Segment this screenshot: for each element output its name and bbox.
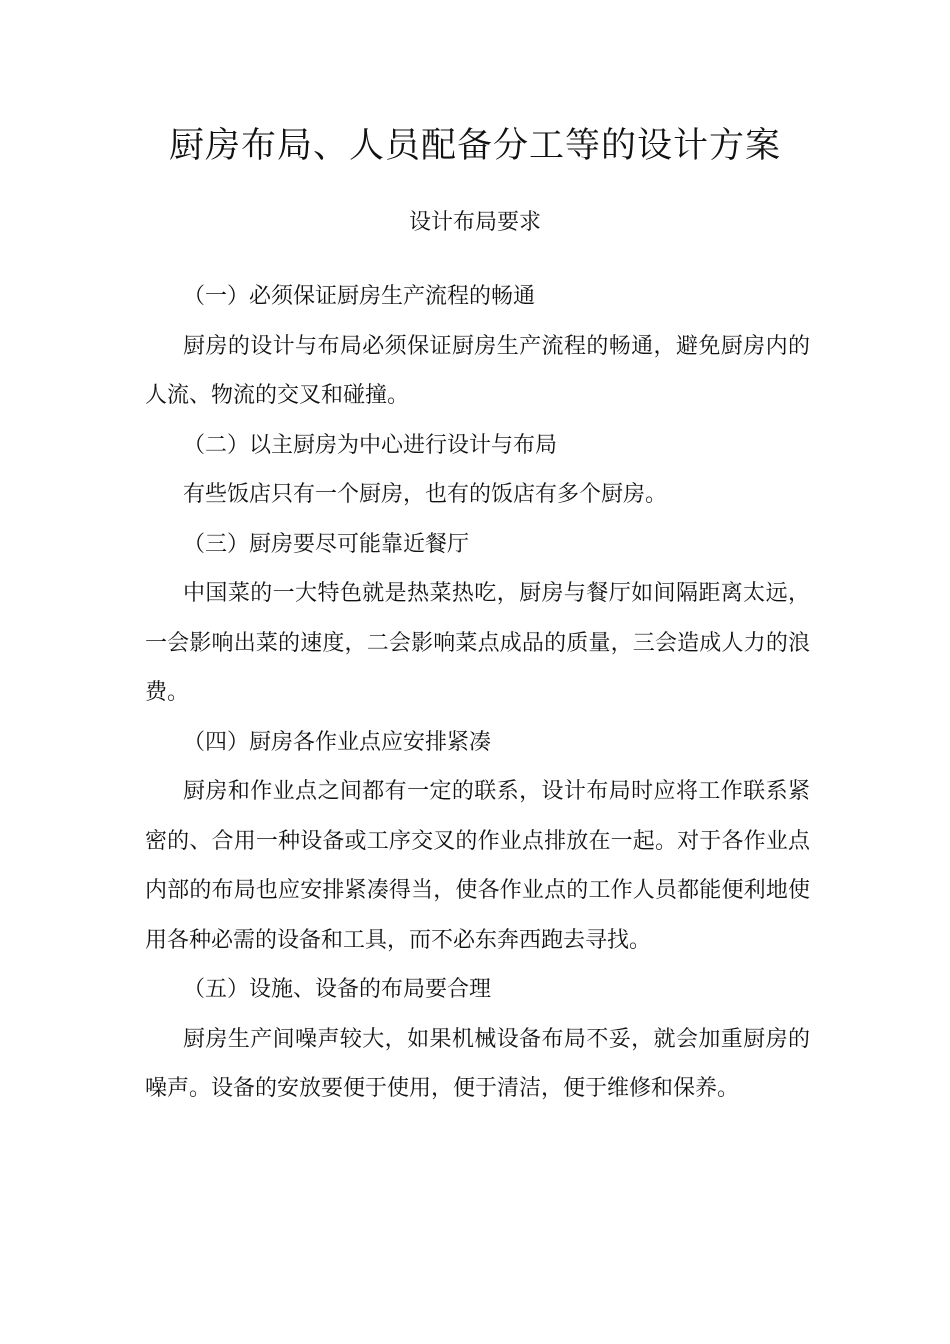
section-heading-2: （二）以主厨房为中心进行设计与布局 [183, 432, 558, 458]
section-paragraph-5: 厨房生产间噪声较大，如果机械设备布局不妥，就会加重厨房的噪声。设备的安放要便于使用，便于清洁，便于维修和保养。 [145, 1026, 810, 1101]
section-heading-4: （四）厨房各作业点应安排紧凑 [183, 729, 492, 755]
section-heading-5: （五）设施、设备的布局要合理 [183, 977, 492, 1002]
document-subtitle: 设计布局要求 [408, 210, 541, 235]
section-paragraph-2: 有些饭店只有一个厨房，也有的饭店有多个厨房。 [183, 482, 668, 507]
section-heading-3: （三）厨房要尽可能靠近餐厅 [183, 531, 470, 557]
section-heading-1: （一）必须保证厨房生产流程的畅通 [183, 284, 536, 309]
document-title: 厨房布局、人员配备分工等的设计方案 [168, 126, 781, 166]
section-paragraph-4: 厨房和作业点之间都有一定的联系，设计布局时应将工作联系紧密的、合用一种设备或工序交叉的作业点排放在一起。对于各作业点内部的布局也应安排紧凑得当，使各作业点的工作人员都能便利地使用各种必需的设备和工具，而不必东奔西跑去寻找。 [145, 779, 810, 953]
section-paragraph-3: 中国菜的一大特色就是热菜热吃，厨房与餐厅如间隔距离太远，一会影响出菜的速度，二会影响菜点成品的质量，三会造成人力的浪费。 [145, 581, 810, 705]
section-paragraph-1: 厨房的设计与布局必须保证厨房生产流程的畅通，避免厨房内的人流、物流的交叉和碰撞。 [145, 333, 810, 408]
document-body [145, 272, 810, 1114]
